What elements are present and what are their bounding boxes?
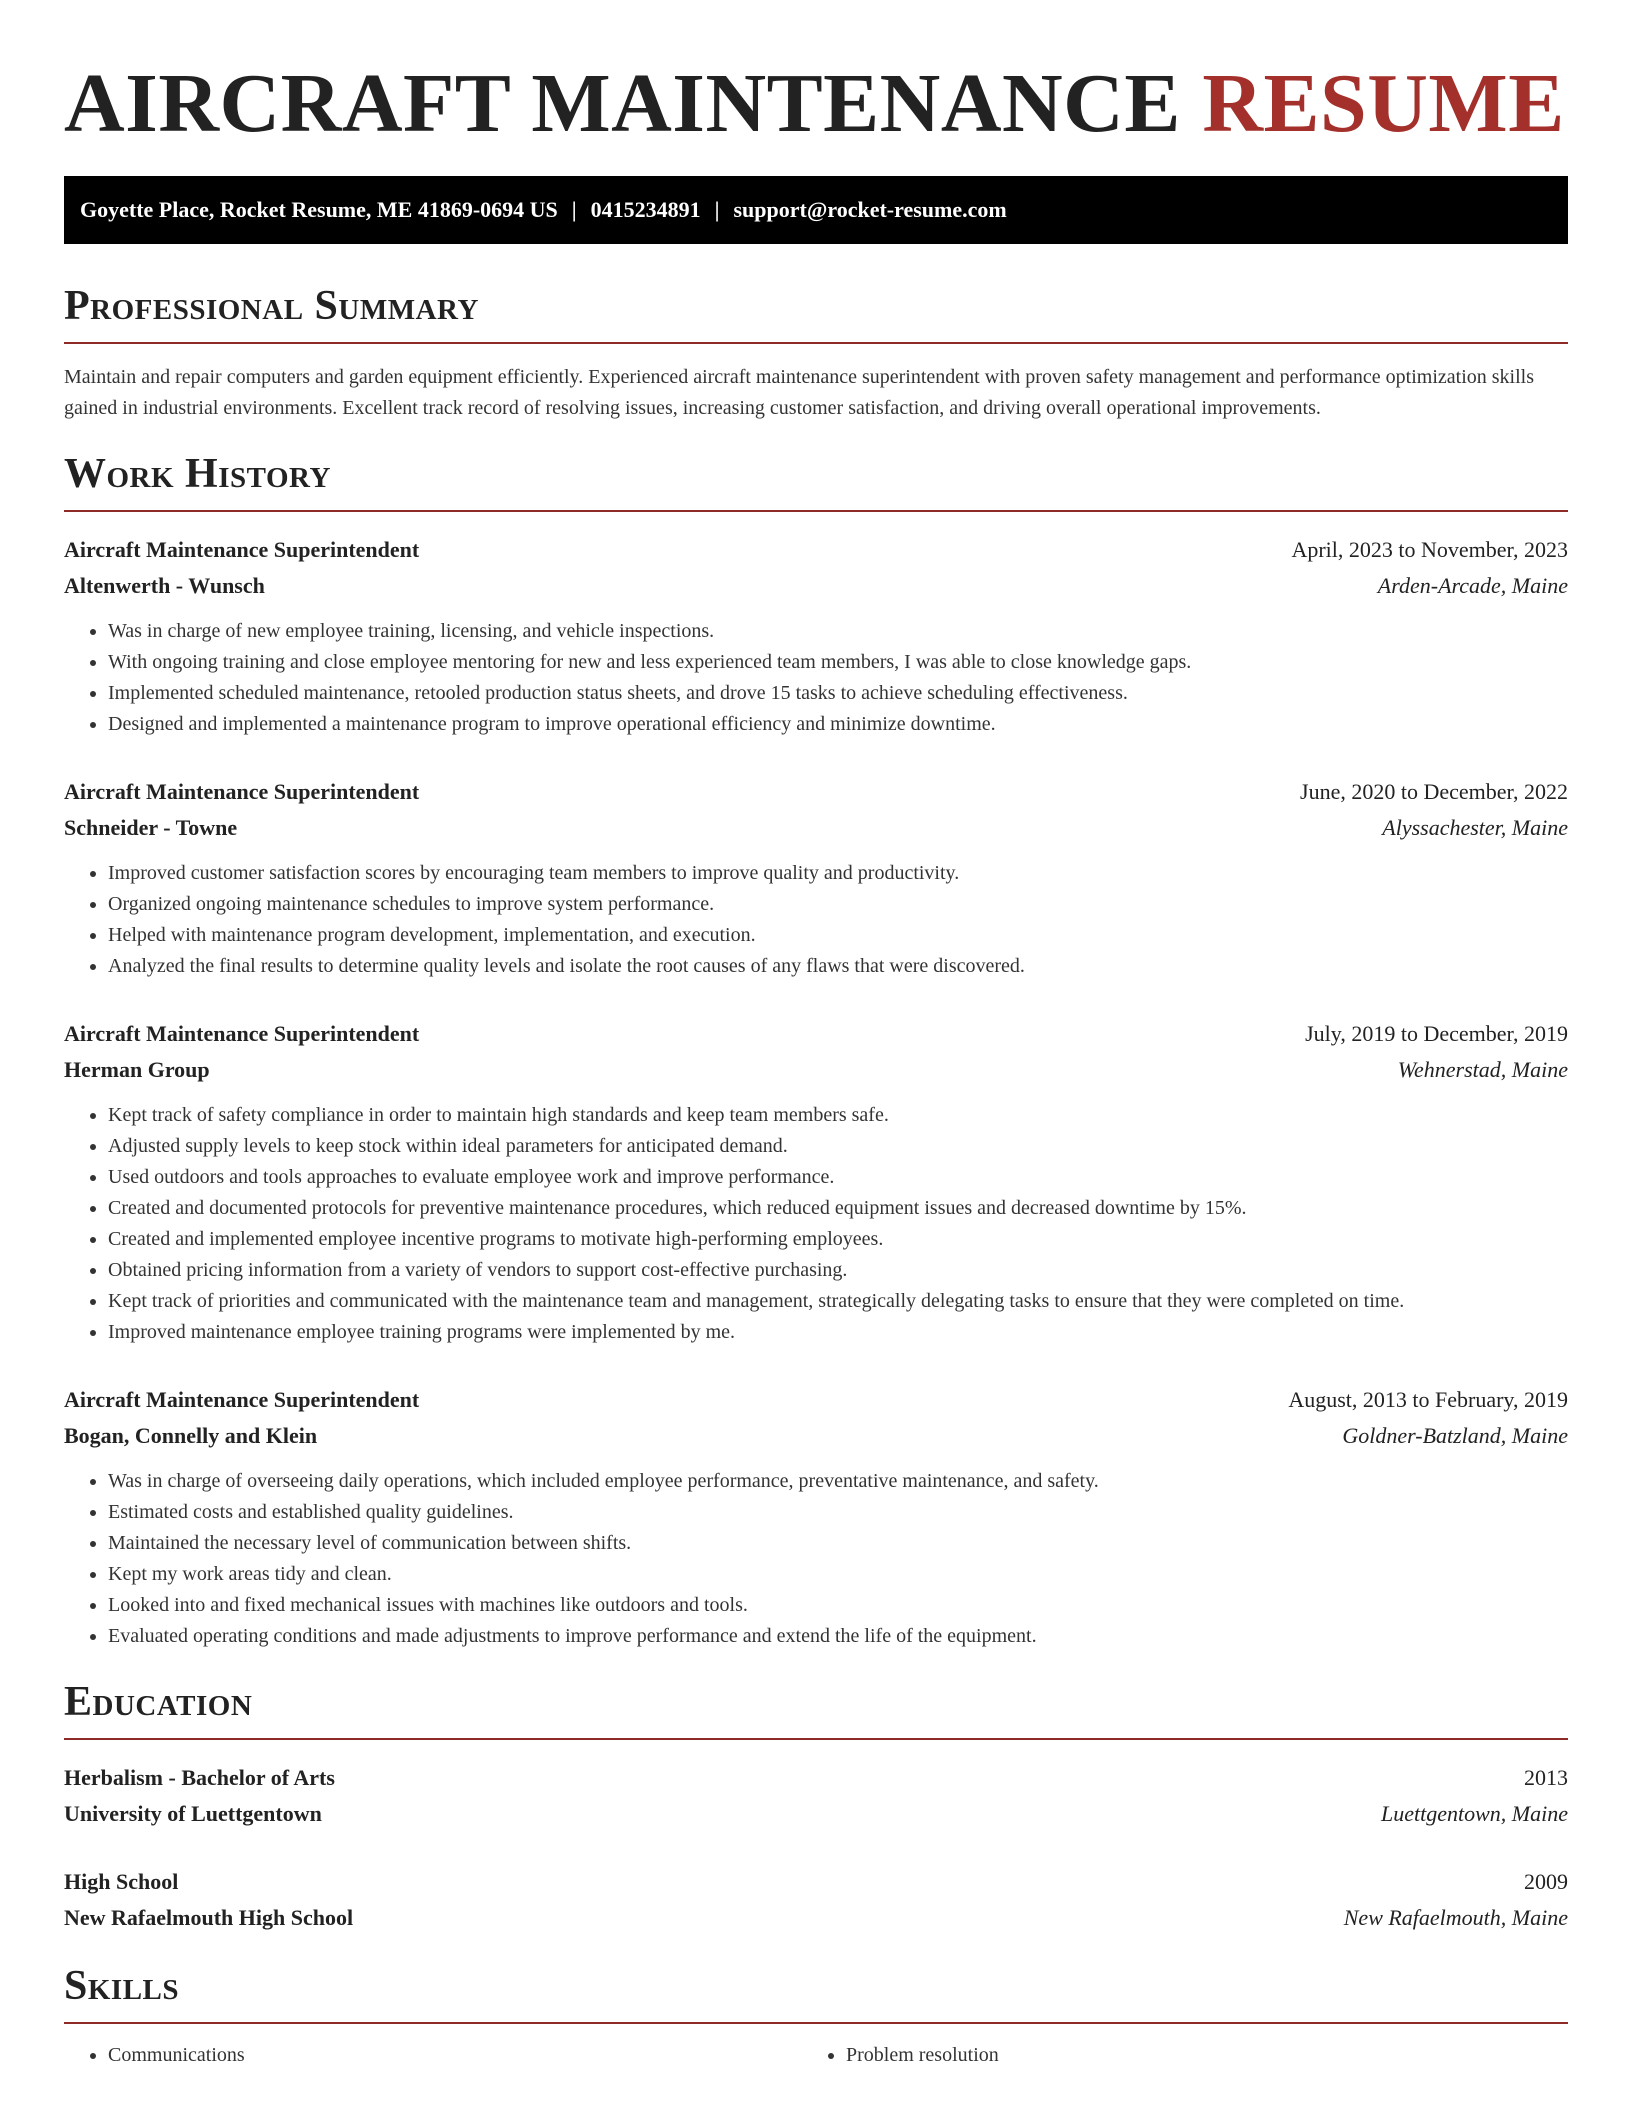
job-entry xyxy=(64,1382,1568,1652)
job-bullet: • Looked into and fixed mechanical issues with machines like outdoors and tools. xyxy=(108,1590,1568,1621)
job-bullet: • Kept track of priorities and communicated with the maintenance team and management, strategically delegating tasks to ensure that they were completed on time. xyxy=(108,1286,1568,1317)
section-divider xyxy=(64,2022,1568,2024)
job-bullet: • Created and documented protocols for preventive maintenance procedures, which reduced equipment issues and decreased downtime by 15%. xyxy=(108,1193,1568,1224)
skill-item: • Problem resolution xyxy=(846,2040,1540,2071)
job-dates: June, 2020 to December, 2022 xyxy=(1300,779,1568,804)
skills-column-left xyxy=(64,2040,802,2071)
job-bullets xyxy=(64,616,1568,740)
job-bullet: • Adjusted supply levels to keep stock within ideal parameters for anticipated demand. xyxy=(108,1131,1568,1162)
education-entry xyxy=(64,1760,1568,1832)
job-location: Alyssachester, Maine xyxy=(1382,815,1568,840)
education-year: 2013 xyxy=(1524,1765,1568,1790)
job-bullet: • Was in charge of new employee training, licensing, and vehicle inspections. xyxy=(108,616,1568,647)
job-dates: July, 2019 to December, 2019 xyxy=(1305,1021,1568,1046)
job-entry xyxy=(64,1016,1568,1348)
job-bullets xyxy=(64,1466,1568,1652)
job-dates: August, 2013 to February, 2019 xyxy=(1288,1387,1568,1412)
contact-separator: | xyxy=(714,197,720,222)
job-title: Aircraft Maintenance Superintendent xyxy=(64,1387,420,1412)
contact-separator: | xyxy=(571,197,577,222)
job-bullet: • Estimated costs and established quality guidelines. xyxy=(108,1497,1568,1528)
title-main: AIRCRAFT MAINTENANCE xyxy=(64,57,1181,150)
skill-item: • Communications xyxy=(108,2040,802,2071)
job-location: Wehnerstad, Maine xyxy=(1397,1057,1568,1082)
section-title: Work History xyxy=(64,451,331,497)
job-title: Aircraft Maintenance Superintendent xyxy=(64,779,420,804)
job-entry xyxy=(64,774,1568,982)
resume-page xyxy=(64,0,1568,2071)
education-location: New Rafaelmouth, Maine xyxy=(1343,1905,1568,1930)
section-divider xyxy=(64,510,1568,512)
summary-text: Maintain and repair computers and garden equipment efficiently. Experienced aircraft maintenance superintendent with proven safety management and performance optimization skills gained in industrial environments. Excellent track record of resolving issues, increasing customer satisfaction, and driving overall operational improvements. xyxy=(64,366,1534,419)
section-title: Education xyxy=(64,1679,253,1725)
job-bullet: • Organized ongoing maintenance schedules to improve system performance. xyxy=(108,889,1568,920)
skills-column-right xyxy=(802,2040,1540,2071)
job-bullet: • Obtained pricing information from a variety of vendors to support cost-effective purchasing. xyxy=(108,1255,1568,1286)
job-bullet: • Implemented scheduled maintenance, retooled production status sheets, and drove 15 tasks to achieve scheduling effectiveness. xyxy=(108,678,1568,709)
work-history-section xyxy=(64,450,1568,1652)
job-company: Bogan, Connelly and Klein xyxy=(64,1423,318,1448)
contact-email: support@rocket-resume.com xyxy=(733,197,1007,222)
job-bullets xyxy=(64,1100,1568,1348)
education-entry xyxy=(64,1864,1568,1936)
job-bullets xyxy=(64,858,1568,982)
job-location: Goldner-Batzland, Maine xyxy=(1342,1423,1568,1448)
title-accent: RESUME xyxy=(1202,57,1565,150)
job-company: Altenwerth - Wunsch xyxy=(64,573,265,598)
summary-section xyxy=(64,282,1568,424)
section-title: Professional Summary xyxy=(64,283,479,329)
education-location: Luettgentown, Maine xyxy=(1381,1801,1568,1826)
education-school: University of Luettgentown xyxy=(64,1801,322,1826)
job-bullet: • Designed and implemented a maintenance program to improve operational efficiency and minimize downtime. xyxy=(108,709,1568,740)
job-company: Herman Group xyxy=(64,1057,210,1082)
job-bullet: • Evaluated operating conditions and made adjustments to improve performance and extend the life of the equipment. xyxy=(108,1621,1568,1652)
education-year: 2009 xyxy=(1524,1869,1568,1894)
job-dates: April, 2023 to November, 2023 xyxy=(1291,537,1568,562)
job-bullet: • Was in charge of overseeing daily operations, which included employee performance, preventative maintenance, and safety. xyxy=(108,1466,1568,1497)
section-divider xyxy=(64,1738,1568,1740)
education-degree: Herbalism - Bachelor of Arts xyxy=(64,1765,335,1790)
job-bullet: • Kept track of safety compliance in order to maintain high standards and keep team members safe. xyxy=(108,1100,1568,1131)
job-location: Arden-Arcade, Maine xyxy=(1377,573,1568,598)
skills-columns xyxy=(64,2040,1568,2071)
job-title: Aircraft Maintenance Superintendent xyxy=(64,1021,420,1046)
education-school: New Rafaelmouth High School xyxy=(64,1905,354,1930)
job-bullet: • Kept my work areas tidy and clean. xyxy=(108,1559,1568,1590)
job-entry xyxy=(64,532,1568,740)
contact-address: Goyette Place, Rocket Resume, ME 41869-0694 US xyxy=(80,197,558,222)
contact-phone: 0415234891 xyxy=(590,197,701,222)
section-divider xyxy=(64,342,1568,344)
education-degree: High School xyxy=(64,1869,179,1894)
skills-section xyxy=(64,1962,1568,2071)
job-bullet: • Created and implemented employee incentive programs to motivate high-performing employees. xyxy=(108,1224,1568,1255)
job-bullet: • Analyzed the final results to determine quality levels and isolate the root causes of any flaws that were discovered. xyxy=(108,951,1568,982)
resume-title xyxy=(64,0,1568,150)
job-bullet: • Maintained the necessary level of communication between shifts. xyxy=(108,1528,1568,1559)
job-bullet: • With ongoing training and close employee mentoring for new and less experienced team members, I was able to close knowledge gaps. xyxy=(108,647,1568,678)
job-bullet: • Improved maintenance employee training programs were implemented by me. xyxy=(108,1317,1568,1348)
contact-bar xyxy=(64,176,1568,244)
job-bullet: • Helped with maintenance program development, implementation, and execution. xyxy=(108,920,1568,951)
job-bullet: • Improved customer satisfaction scores by encouraging team members to improve quality and productivity. xyxy=(108,858,1568,889)
section-title: Skills xyxy=(64,1963,180,2009)
job-bullet: • Used outdoors and tools approaches to evaluate employee work and improve performance. xyxy=(108,1162,1568,1193)
job-company: Schneider - Towne xyxy=(64,815,238,840)
job-title: Aircraft Maintenance Superintendent xyxy=(64,537,420,562)
education-section xyxy=(64,1678,1568,1936)
